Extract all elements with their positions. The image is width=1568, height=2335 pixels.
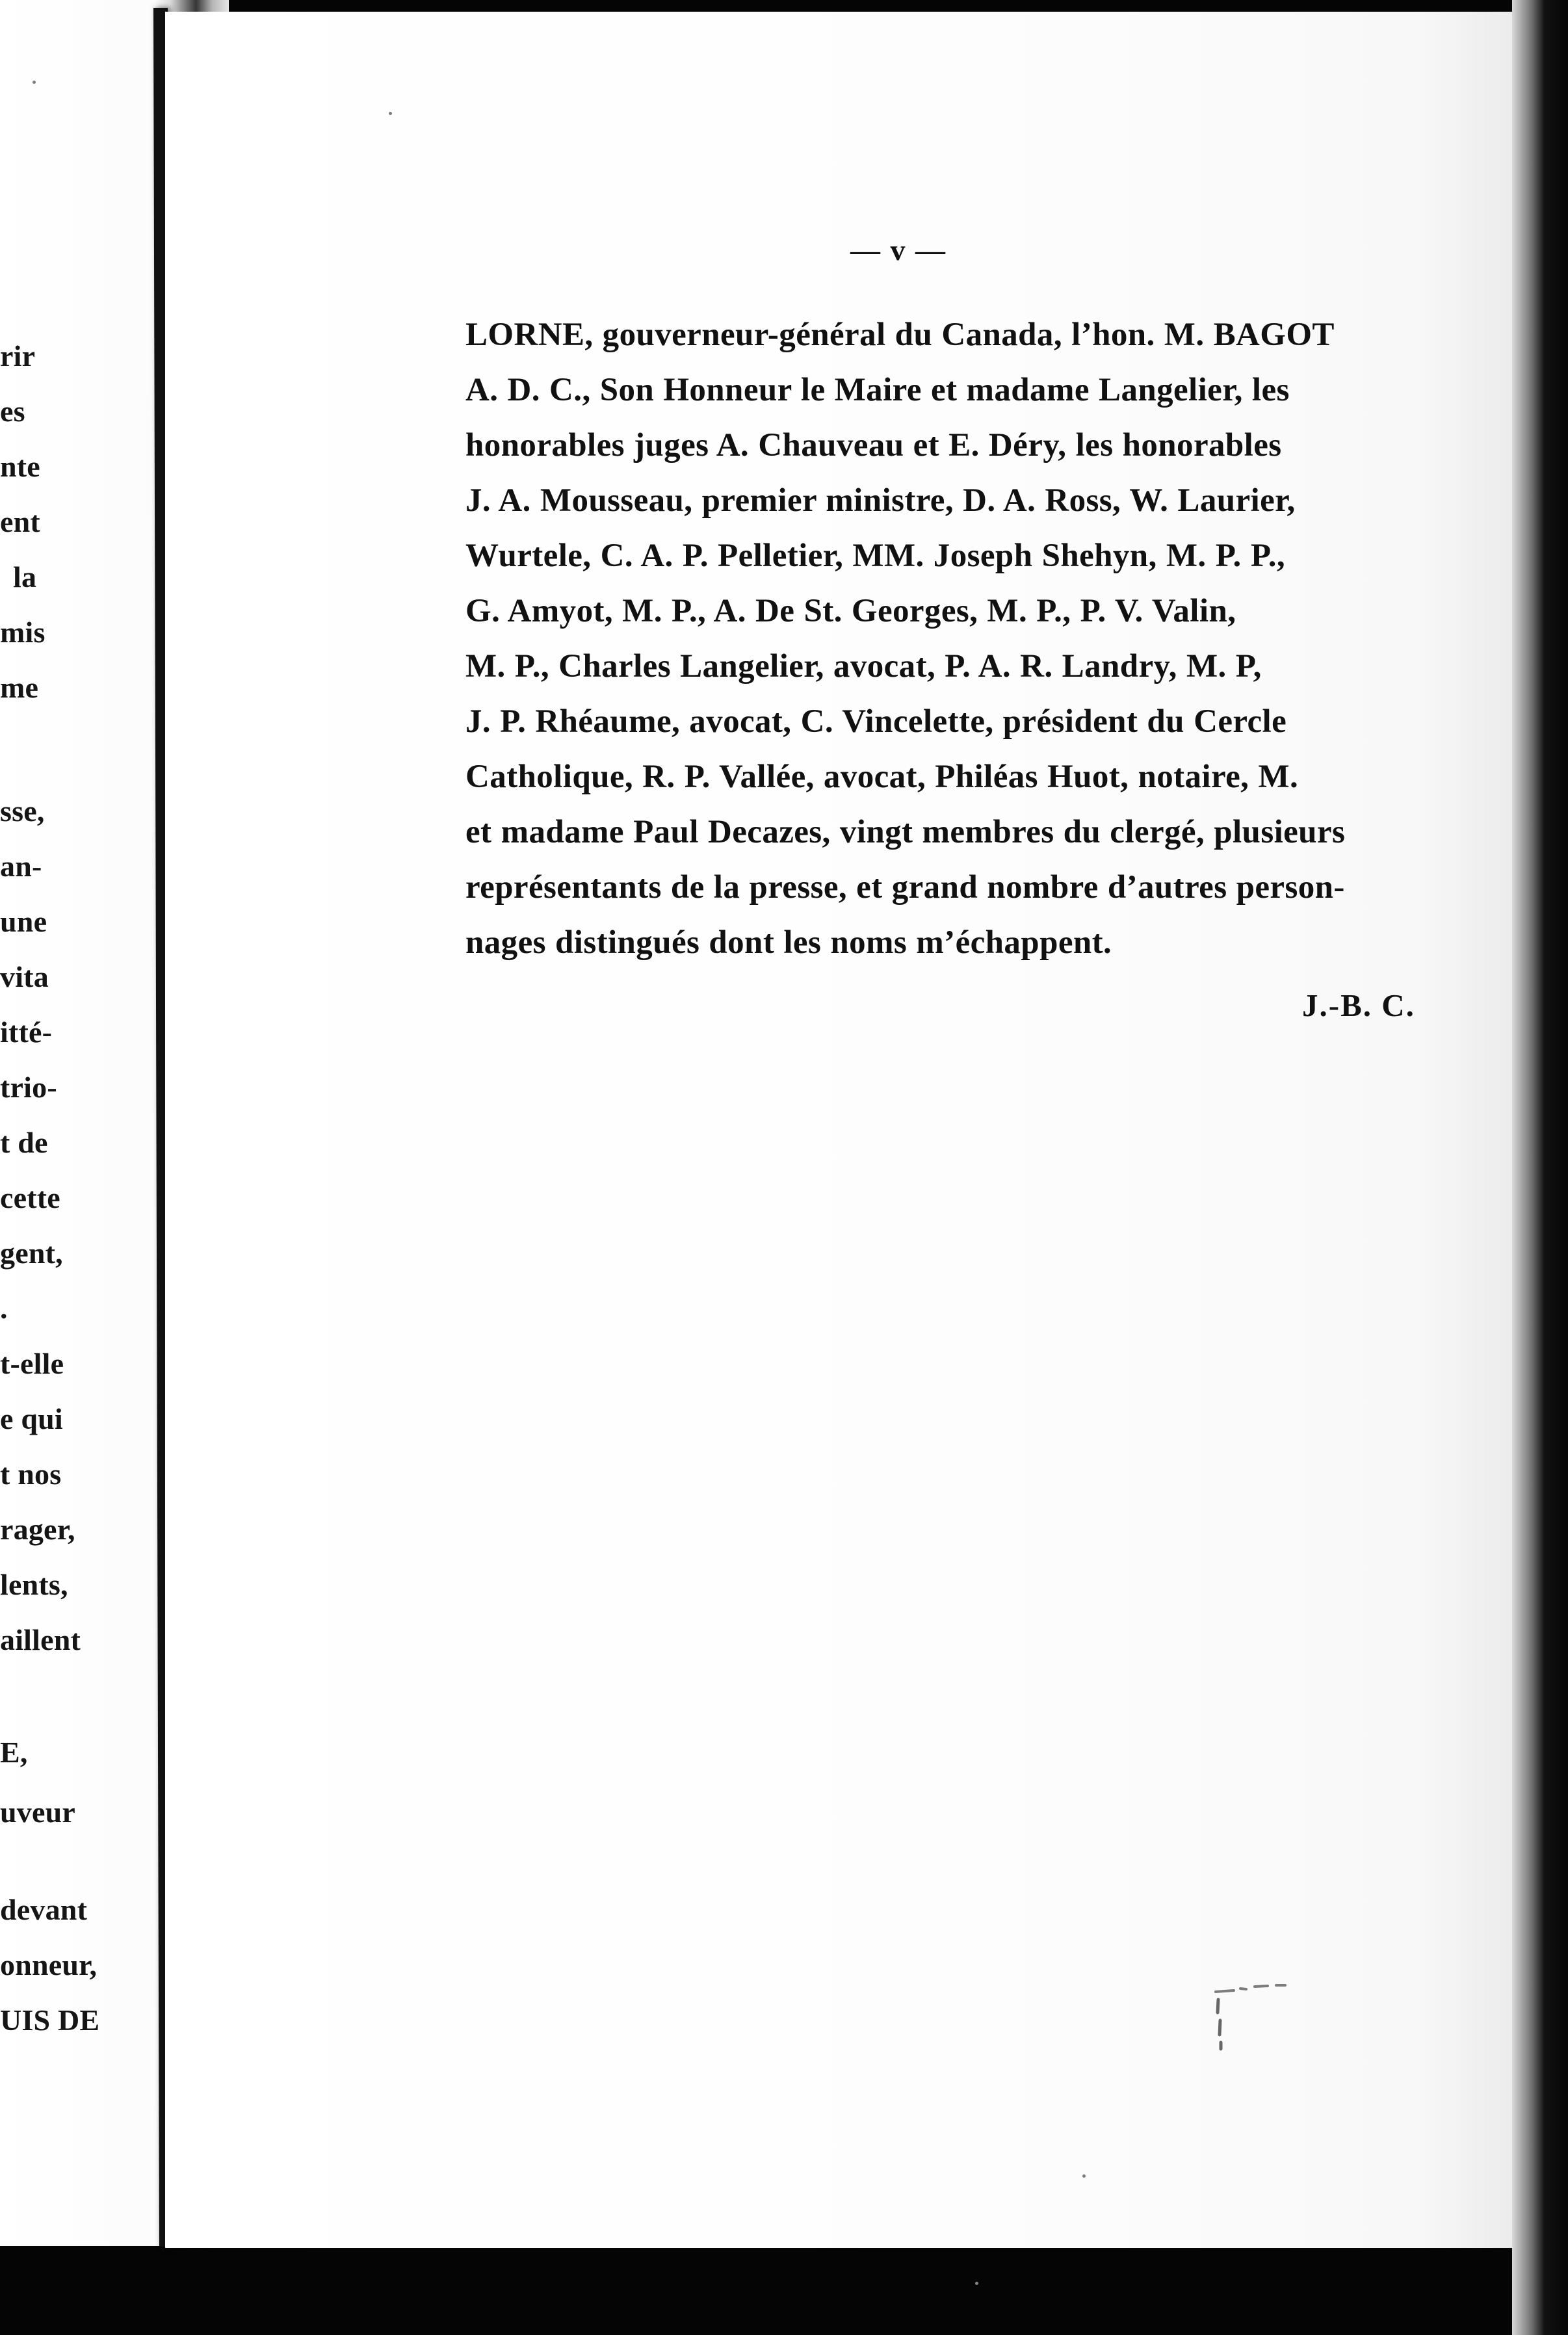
left-fragment: uveur (0, 1795, 75, 1829)
left-fragment: ent (0, 505, 40, 538)
left-fragment: itté- (0, 1015, 53, 1049)
paragraph-line: Wurtele, C. A. P. Pelletier, MM. Joseph Shehyn, M. P. P., (465, 538, 1286, 574)
right-page (165, 12, 1552, 2248)
left-fragment: E, (0, 1736, 28, 1769)
paragraph-line: représentants de la presse, et grand nombre d’autres person- (465, 869, 1345, 906)
pencil-mark (1209, 1972, 1298, 2060)
left-fragment: an- (0, 850, 42, 883)
left-fragment: aillent (0, 1623, 81, 1656)
left-fragment: nte (0, 450, 40, 483)
paragraph-line: Catholique, R. P. Vallée, avocat, Philéas Huot, notaire, M. (465, 759, 1299, 795)
page-edge-stack (1512, 0, 1568, 2335)
paragraph-line: A. D. C., Son Honneur le Maire et madame Langelier, les (465, 372, 1290, 408)
paragraph-line: J. P. Rhéaume, avocat, C. Vincelette, président du Cercle (465, 703, 1287, 740)
left-fragment: devant (0, 1893, 88, 1926)
paper-speck (389, 112, 392, 115)
left-fragment: gent, (0, 1236, 63, 1270)
paragraph-line: honorables juges A. Chauveau et E. Déry, les honorables (465, 427, 1282, 463)
left-page-text-fragments (0, 328, 137, 2037)
left-fragment: onneur, (0, 1948, 98, 1981)
scan-speck (975, 2282, 978, 2285)
left-fragment: rager, (0, 1513, 75, 1546)
left-fragment: cette (0, 1181, 60, 1214)
left-fragment: une (0, 905, 47, 938)
left-fragment: vita (0, 960, 49, 993)
left-fragment: me (0, 671, 39, 704)
paper-speck (33, 81, 36, 84)
left-fragment: t de (0, 1126, 48, 1159)
left-fragment: t nos (0, 1457, 62, 1491)
paragraph-line: M. P., Charles Langelier, avocat, P. A. R. Landry, M. P, (465, 648, 1262, 685)
left-fragment: e qui (0, 1402, 63, 1435)
left-fragment: rir (0, 339, 36, 372)
left-fragment: UIS DE (0, 2003, 100, 2037)
left-fragment: mis (0, 616, 46, 649)
left-fragment: lents, (0, 1568, 68, 1601)
left-fragment: t-elle (0, 1347, 64, 1380)
left-fragment: es (0, 395, 25, 428)
paper-speck (1082, 2174, 1086, 2178)
right-page-paragraph (465, 307, 1463, 971)
left-fragment: . (0, 1292, 8, 1325)
left-fragment: la (13, 560, 37, 594)
paragraph-line: J. A. Mousseau, premier ministre, D. A. Ross, W. Laurier, (465, 482, 1296, 519)
paragraph-line: nages distingués dont les noms m’échappent. (465, 924, 1112, 961)
page-number: — v — (850, 233, 947, 267)
paragraph-line: LORNE, gouverneur-général du Canada, l’hon. M. BAGOT (465, 317, 1335, 353)
paragraph-line: et madame Paul Decazes, vingt membres du clergé, plusieurs (465, 814, 1346, 850)
left-fragment: trio- (0, 1071, 57, 1104)
paragraph-line: G. Amyot, M. P., A. De St. Georges, M. P., P. V. Valin, (465, 593, 1236, 629)
left-fragment: sse, (0, 794, 45, 828)
signature-initials: J.-B. C. (1302, 987, 1415, 1023)
